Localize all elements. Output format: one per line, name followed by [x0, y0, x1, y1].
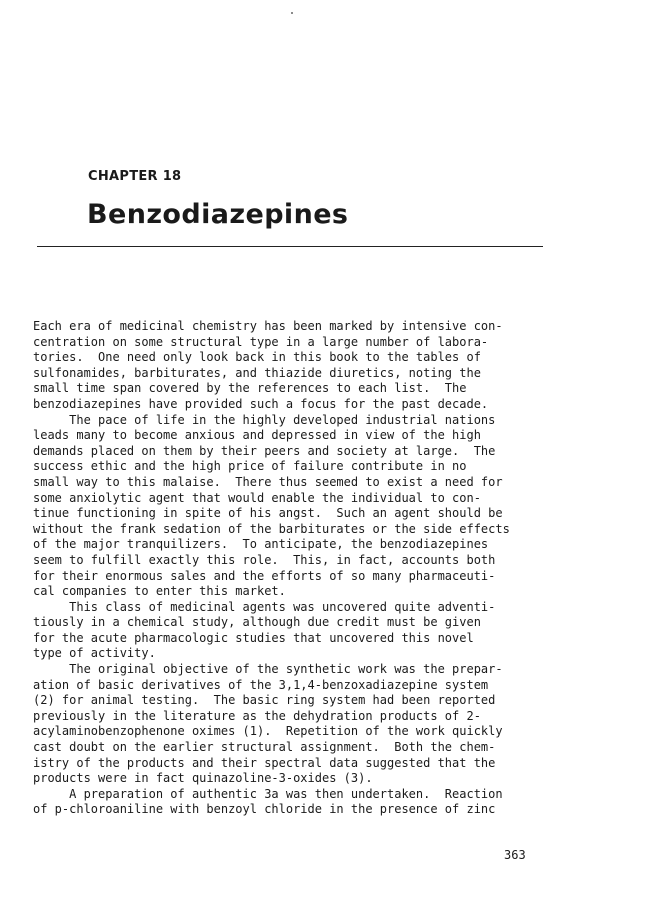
body-line: type of activity. — [33, 646, 156, 661]
body-line: without the frank sedation of the barbiturates or the side effects — [33, 521, 510, 536]
body-text — [33, 319, 613, 818]
body-line: demands placed on them by their peers and society at large. The — [33, 443, 496, 458]
body-line: products were in fact quinazoline-3-oxides (3). — [33, 771, 373, 786]
body-line: istry of the products and their spectral data suggested that the — [33, 755, 496, 770]
body-line: small way to this malaise. There thus seemed to exist a need for — [33, 474, 503, 489]
body-line: tinue functioning in spite of his angst. Such an agent should be — [33, 506, 503, 521]
body-line: seem to fulfill exactly this role. This, in fact, accounts both — [33, 552, 496, 567]
body-line: Each era of medicinal chemistry has been marked by intensive con- — [33, 319, 503, 333]
body-line: tiously in a chemical study, although due credit must be given — [33, 615, 481, 630]
body-line: for the acute pharmacologic studies that uncovered this novel — [33, 630, 474, 645]
stray-mark — [291, 12, 293, 14]
body-line: cal companies to enter this market. — [33, 584, 286, 599]
page-number: 363 — [504, 848, 526, 862]
body-line: cast doubt on the earlier structural assignment. Both the chem- — [33, 740, 496, 755]
body-line: small time span covered by the references to each list. The — [33, 381, 467, 396]
body-line: some anxiolytic agent that would enable the individual to con- — [33, 490, 481, 505]
title-rule — [37, 246, 543, 247]
body-line: sulfonamides, barbiturates, and thiazide diuretics, noting the — [33, 365, 481, 380]
body-line: ation of basic derivatives of the 3,1,4-benzoxadiazepine system — [33, 677, 489, 692]
body-line: (2) for animal testing. The basic ring system had been reported — [33, 693, 496, 708]
chapter-title: Benzodiazepines — [87, 199, 349, 230]
body-line: centration on some structural type in a large number of labora- — [33, 334, 489, 349]
body-line: The original objective of the synthetic work was the prepar- — [33, 662, 503, 677]
body-line: of the major tranquilizers. To anticipate, the benzodiazepines — [33, 537, 489, 552]
body-line: of p-chloroaniline with benzoyl chloride in the presence of zinc — [33, 802, 496, 817]
body-line: The pace of life in the highly developed industrial nations — [33, 412, 496, 427]
body-line: leads many to become anxious and depressed in view of the high — [33, 428, 481, 443]
body-line: This class of medicinal agents was uncovered quite adventi- — [33, 599, 496, 614]
chapter-label: CHAPTER 18 — [88, 169, 182, 184]
body-line: benzodiazepines have provided such a focus for the past decade. — [33, 396, 489, 411]
body-line: previously in the literature as the dehydration products of 2- — [33, 708, 481, 723]
body-line: for their enormous sales and the efforts of so many pharmaceuti- — [33, 568, 496, 583]
body-line: tories. One need only look back in this book to the tables of — [33, 350, 481, 365]
body-line: success ethic and the high price of failure contribute in no — [33, 459, 467, 474]
body-line: acylaminobenzophenone oximes (1). Repetition of the work quickly — [33, 724, 503, 739]
body-line: A preparation of authentic 3a was then undertaken. Reaction — [33, 786, 503, 801]
